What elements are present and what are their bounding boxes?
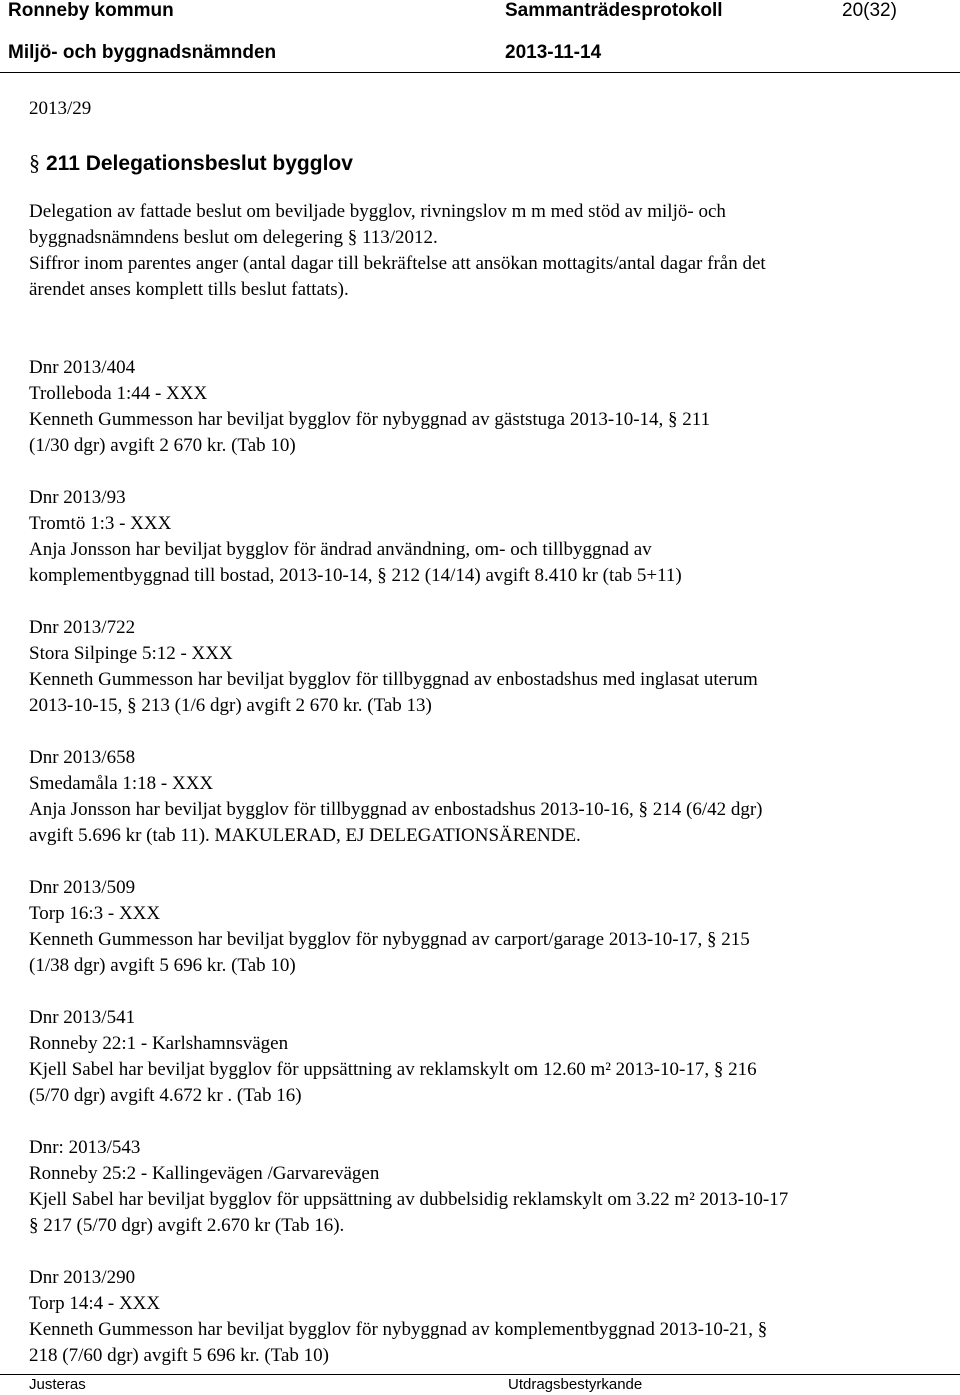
case-number: 2013/29	[29, 98, 92, 119]
case-dnr: Dnr: 2013/543	[29, 1137, 141, 1158]
case-decision: avgift 5.696 kr (tab 11). MAKULERAD, EJ DELEGATIONSÄRENDE.	[29, 825, 581, 846]
case-dnr: Dnr 2013/404	[29, 357, 136, 378]
meeting-date: 2013-11-14	[505, 42, 602, 63]
case-decision: (1/30 dgr) avgift 2 670 kr. (Tab 10)	[29, 435, 296, 456]
case-property: Ronneby 25:2 - Kallingevägen /Garvarevägen	[29, 1163, 380, 1184]
footer-divider	[0, 1374, 960, 1375]
case-property: Trolleboda 1:44 - XXX	[29, 383, 208, 404]
case-decision: 218 (7/60 dgr) avgift 5 696 kr. (Tab 10)	[29, 1345, 329, 1366]
case-entry	[29, 355, 939, 459]
case-decision: Anja Jonsson har beviljat bygglov för ändrad användning, om- och tillbyggnad av	[29, 539, 652, 560]
case-dnr: Dnr 2013/658	[29, 747, 136, 768]
footer-utdragsbestyrkande: Utdragsbestyrkande	[508, 1376, 643, 1393]
case-entry	[29, 485, 939, 589]
case-decision: Kenneth Gummesson har beviljat bygglov för tillbyggnad av enbostadshus med inglasat uterum	[29, 669, 758, 690]
case-dnr: Dnr 2013/722	[29, 617, 136, 638]
case-decision: 2013-10-15, § 213 (1/6 dgr) avgift 2 670 kr. (Tab 13)	[29, 695, 432, 716]
section-title: 211 Delegationsbeslut bygglov	[46, 152, 353, 175]
board-name: Miljö- och byggnadsnämnden	[8, 42, 277, 63]
case-entry	[29, 875, 939, 979]
case-decision: Kenneth Gummesson har beviljat bygglov för nybyggnad av komplementbyggnad 2013-10-21, §	[29, 1319, 768, 1340]
case-property: Torp 16:3 - XXX	[29, 903, 161, 924]
intro-paragraph	[29, 199, 939, 303]
case-decision: Kjell Sabel har beviljat bygglov för uppsättning av reklamskylt om 12.60 m² 2013-10-17, § 216	[29, 1059, 757, 1080]
page-number: 20(32)	[842, 0, 897, 21]
case-decision: (1/38 dgr) avgift 5 696 kr. (Tab 10)	[29, 955, 296, 976]
document-type: Sammanträdesprotokoll	[505, 0, 723, 21]
intro-line: ärendet anses komplett tills beslut fattats).	[29, 279, 349, 300]
case-property: Smedamåla 1:18 - XXX	[29, 773, 214, 794]
document-body	[29, 96, 939, 1369]
footer-justeras: Justeras	[29, 1376, 86, 1393]
case-decision: Kenneth Gummesson har beviljat bygglov för nybyggnad av gäststuga 2013-10-14, § 211	[29, 409, 711, 430]
case-entry	[29, 1005, 939, 1109]
case-property: Stora Silpinge 5:12 - XXX	[29, 643, 233, 664]
section-symbol: §	[29, 150, 40, 175]
case-dnr: Dnr 2013/541	[29, 1007, 136, 1028]
case-entry	[29, 745, 939, 849]
case-entry	[29, 615, 939, 719]
municipality-name: Ronneby kommun	[8, 0, 174, 21]
case-decision: § 217 (5/70 dgr) avgift 2.670 kr (Tab 16).	[29, 1215, 345, 1236]
case-entry	[29, 1135, 939, 1239]
case-list	[29, 355, 939, 1369]
case-dnr: Dnr 2013/290	[29, 1267, 136, 1288]
section-heading	[29, 148, 939, 179]
case-decision: komplementbyggnad till bostad, 2013-10-14, § 212 (14/14) avgift 8.410 kr (tab 5+11)	[29, 565, 682, 586]
case-decision: Anja Jonsson har beviljat bygglov för tillbyggnad av enbostadshus 2013-10-16, § 214 (6/42 dgr)	[29, 799, 763, 820]
case-decision: Kjell Sabel har beviljat bygglov för uppsättning av dubbelsidig reklamskylt om 3.22 m² 2013-10-17	[29, 1189, 789, 1210]
case-decision: (5/70 dgr) avgift 4.672 kr . (Tab 16)	[29, 1085, 302, 1106]
case-entry	[29, 1265, 939, 1369]
case-property: Ronneby 22:1 - Karlshamnsvägen	[29, 1033, 289, 1054]
case-property: Torp 14:4 - XXX	[29, 1293, 161, 1314]
intro-line: Delegation av fattade beslut om beviljade bygglov, rivningslov m m med stöd av miljö- och	[29, 201, 726, 222]
intro-line: Siffror inom parentes anger (antal dagar till bekräftelse att ansökan mottagits/antal dagar från det	[29, 253, 766, 274]
header-divider	[0, 72, 960, 73]
case-property: Tromtö 1:3 - XXX	[29, 513, 172, 534]
intro-line: byggnadsnämndens beslut om delegering § 113/2012.	[29, 227, 438, 248]
case-dnr: Dnr 2013/509	[29, 877, 136, 898]
case-decision: Kenneth Gummesson har beviljat bygglov för nybyggnad av carport/garage 2013-10-17, § 215	[29, 929, 750, 950]
case-dnr: Dnr 2013/93	[29, 487, 126, 508]
